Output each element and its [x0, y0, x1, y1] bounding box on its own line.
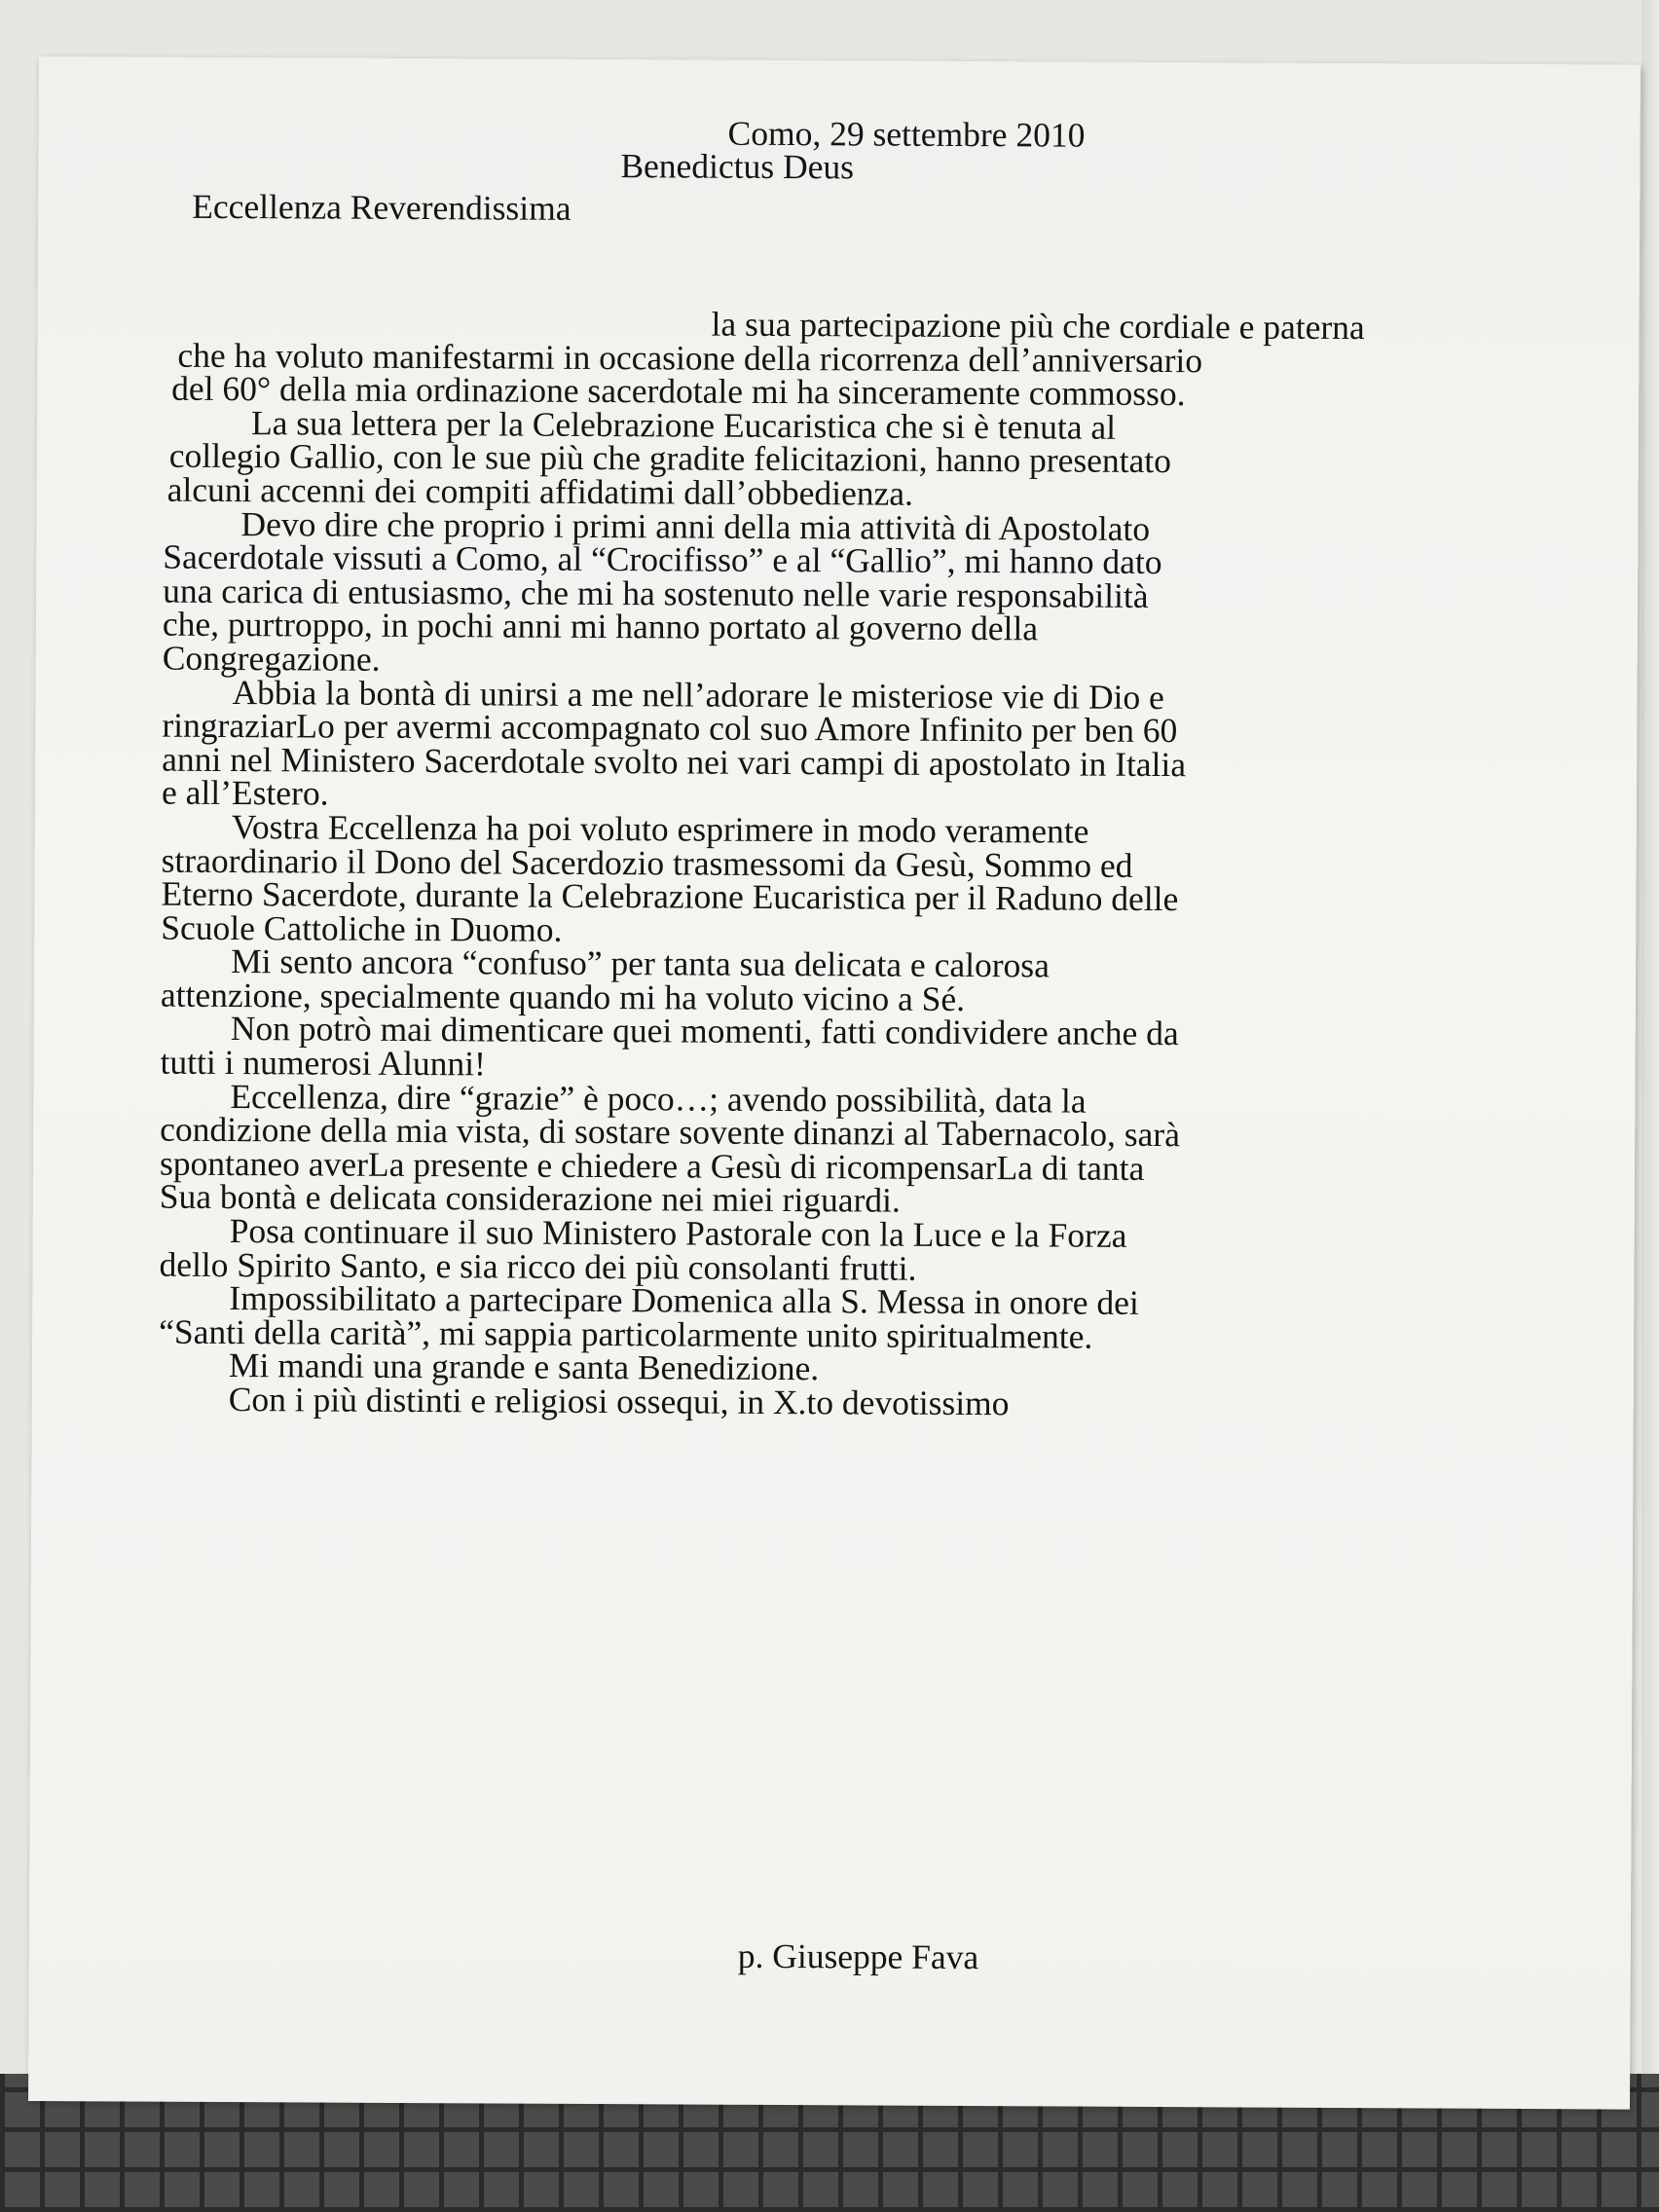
letter-line: straordinario il Dono del Sacerdozio trasmessomi da Gesù, Sommo ed	[161, 840, 1133, 885]
letter-line: che, purtroppo, in pochi anni mi hanno portato al governo della	[162, 605, 1039, 648]
letter-line: e all’Estero.	[161, 772, 329, 813]
letter-line: dello Spirito Santo, e sia ricco dei più consolanti frutti.	[159, 1244, 917, 1288]
letter-body	[159, 305, 1596, 1423]
letter-motto: Benedictus Deus	[620, 146, 855, 187]
letter-line: Con i più distinti e religiosi ossequi, in X.to devotissimo	[228, 1380, 1010, 1423]
letter-line: una carica di entusiasmo, che mi ha sostenuto nelle varie responsabilità	[163, 571, 1149, 615]
letter-line: ringraziarLo per avermi accompagnato col suo Amore Infinito per ben 60	[162, 705, 1178, 751]
letter-line: Impossibilitato a partecipare Domenica alla S. Messa in onore dei	[229, 1278, 1139, 1323]
letter-line: spontaneo averLa presente e chiedere a Gesù di ricompensarLa di tanta	[159, 1143, 1145, 1188]
letter-salutation: Eccellenza Reverendissima	[192, 186, 571, 228]
letter-line: anni nel Ministero Sacerdotale svolto nei vari campi di apostolato in Italia	[162, 739, 1187, 784]
letter-line: che ha voluto manifestarmi in occasione della ricorrenza dell’anniversario	[177, 335, 1203, 380]
letter-line: Mi sento ancora “confuso” per tanta sua delicata e calorosa	[231, 941, 1051, 985]
letter-sheet	[28, 56, 1641, 2110]
letter-line: Abbia la bontà di unirsi a me nell’adorare le misteriose vie di Dio e	[232, 672, 1164, 717]
letter-line: Sua bontà e delicata considerazione nei miei riguardi.	[159, 1177, 901, 1221]
letter-line: Sacerdotale vissuti a Como, al “Crocifisso” e al “Gallio”, mi hanno dato	[163, 536, 1162, 582]
letter-line: collegio Gallio, con le sue più che gradite felicitazioni, hanno presentato	[168, 436, 1172, 481]
letter-line: Eccellenza, dire “grazie” è poco…; avendo possibilità, data la	[230, 1076, 1087, 1121]
letter-text	[28, 56, 1641, 2110]
letter-line: Non potrò mai dimenticare quei momenti, fatti condividere anche da	[230, 1009, 1179, 1053]
letter-line: del 60° della mia ordinazione sacerdotale mi ha sinceramente commosso.	[171, 368, 1186, 414]
letter-line: Mi mandi una grande e santa Benedizione.	[228, 1346, 820, 1388]
letter-line: “Santi della carità”, mi sappia particolarmente unito spiritualmente.	[159, 1311, 1093, 1356]
letter-line: la sua partecipazione più che cordiale e paterna	[711, 304, 1365, 348]
letter-date: Como, 29 settembre 2010	[727, 113, 1086, 155]
letter-line: Eterno Sacerdote, durante la Celebrazione Eucaristica per il Raduno delle	[161, 873, 1179, 919]
letter-line: Devo dire che proprio i primi anni della mia attività di Apostolato	[240, 503, 1151, 548]
letter-line: Posa continuare il suo Ministero Pastorale con la Luce e la Forza	[229, 1211, 1127, 1255]
letter-line: Vostra Eccellenza ha poi voluto esprimere in modo veramente	[231, 806, 1089, 851]
letter-line: tutti i numerosi Alunni!	[160, 1042, 486, 1084]
letter-signature: p. Giuseppe Fava	[737, 1936, 979, 1977]
background-wall	[1641, 0, 1659, 2074]
letter-line: Scuole Cattoliche in Duomo.	[161, 907, 563, 949]
letter-line: La sua lettera per la Celebrazione Eucaristica che si è tenuta al	[250, 402, 1117, 447]
letter-line: alcuni accenni dei compiti affidatimi dall’obbedienza.	[166, 469, 914, 513]
letter-line: attenzione, specialmente quando mi ha voluto vicino a Sé.	[160, 975, 966, 1018]
letter-line: condizione della mia vista, di sostare sovente dinanzi al Tabernacolo, sarà	[160, 1109, 1181, 1155]
letter-line: Congregazione.	[162, 638, 381, 679]
